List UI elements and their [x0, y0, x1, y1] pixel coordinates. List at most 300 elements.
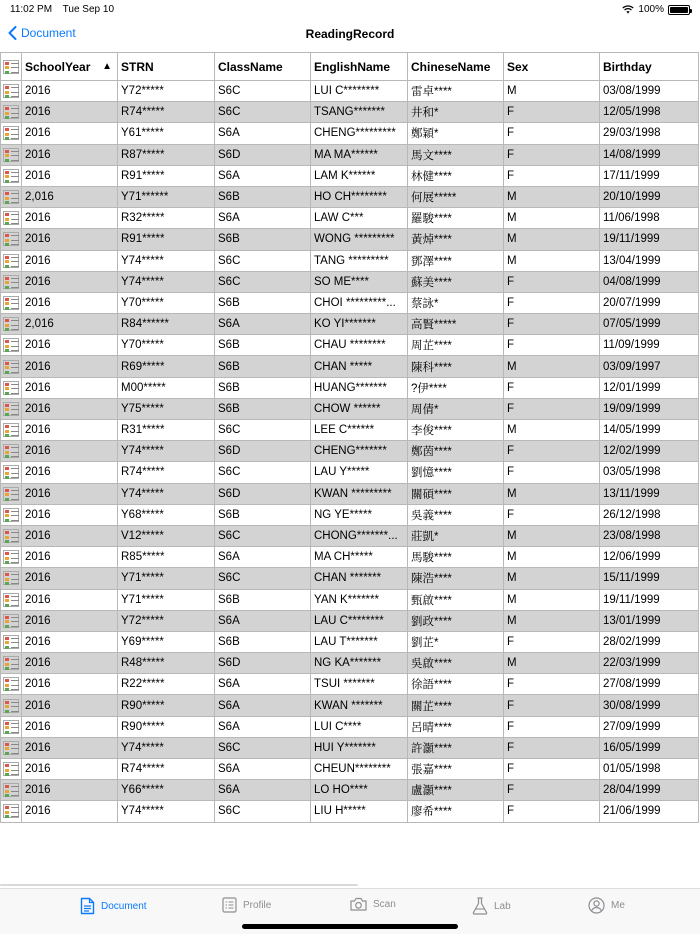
cell-chinesename: 徐語**** [408, 674, 504, 695]
table-row[interactable] [1, 759, 699, 780]
cell-classname: S6C [215, 525, 311, 546]
cell-chinesename: 林健**** [408, 165, 504, 186]
cell-sex: F [504, 292, 600, 313]
table-row[interactable] [1, 398, 699, 419]
cell-schoolyear: 2016 [22, 208, 118, 229]
cell-englishname: TSUI ******* [311, 674, 408, 695]
row-icon-cell[interactable] [1, 229, 22, 250]
cell-chinesename: 陳科**** [408, 356, 504, 377]
cell-sex: F [504, 674, 600, 695]
cell-classname: S6A [215, 780, 311, 801]
cell-chinesename: 關芷**** [408, 695, 504, 716]
person-circle-icon [588, 897, 605, 914]
row-icon-cell[interactable] [1, 208, 22, 229]
row-icon-cell[interactable] [1, 801, 22, 822]
cell-englishname: WONG ********* [311, 229, 408, 250]
cell-englishname: KWAN ******* [311, 695, 408, 716]
status-date: Tue Sep 10 [62, 4, 115, 15]
reading-record-table-container[interactable] [0, 52, 700, 823]
cell-englishname: SO ME**** [311, 271, 408, 292]
record-row-icon [3, 550, 19, 564]
header-icon-cell [1, 53, 22, 81]
cell-strn: R48***** [118, 653, 215, 674]
table-row[interactable] [1, 568, 699, 589]
cell-birthday: 19/11/1999 [600, 229, 699, 250]
cell-schoolyear: 2016 [22, 568, 118, 589]
column-header-strn[interactable]: STRN [118, 53, 215, 81]
cell-chinesename: 蔡詠* [408, 292, 504, 313]
cell-chinesename: 鄭茵**** [408, 441, 504, 462]
record-row-icon [3, 360, 19, 374]
cell-sex: M [504, 610, 600, 631]
cell-sex: M [504, 186, 600, 207]
cell-sex: F [504, 504, 600, 525]
cell-englishname: LAU C******** [311, 610, 408, 631]
cell-sex: F [504, 377, 600, 398]
table-row[interactable] [1, 631, 699, 652]
cell-chinesename: ?伊**** [408, 377, 504, 398]
row-icon-cell[interactable] [1, 737, 22, 758]
cell-strn: R87***** [118, 144, 215, 165]
cell-birthday: 01/05/1998 [600, 759, 699, 780]
cell-sex: M [504, 208, 600, 229]
record-row-icon [3, 487, 19, 501]
tab-scan[interactable] [350, 897, 396, 911]
row-icon-cell[interactable] [1, 398, 22, 419]
table-row[interactable] [1, 165, 699, 186]
row-icon-cell[interactable] [1, 716, 22, 737]
cell-classname: S6B [215, 335, 311, 356]
record-row-icon [3, 275, 19, 289]
cell-schoolyear: 2016 [22, 801, 118, 822]
cell-birthday: 20/10/1999 [600, 186, 699, 207]
row-icon-cell[interactable] [1, 759, 22, 780]
row-icon-cell[interactable] [1, 483, 22, 504]
cell-classname: S6A [215, 759, 311, 780]
record-row-icon [3, 720, 19, 734]
cell-chinesename: 許灝**** [408, 737, 504, 758]
cell-chinesename: 吳啟**** [408, 653, 504, 674]
cell-strn: Y61***** [118, 123, 215, 144]
cell-birthday: 03/08/1999 [600, 81, 699, 102]
cell-classname: S6B [215, 377, 311, 398]
cell-schoolyear: 2016 [22, 123, 118, 144]
row-icon-cell[interactable] [1, 123, 22, 144]
cell-englishname: CHOW ****** [311, 398, 408, 419]
horizontal-scrollbar[interactable] [0, 884, 358, 886]
cell-englishname: LAU T******* [311, 631, 408, 652]
cell-birthday: 22/03/1999 [600, 653, 699, 674]
cell-englishname: LIU H***** [311, 801, 408, 822]
cell-strn: M00***** [118, 377, 215, 398]
table-row[interactable] [1, 292, 699, 313]
cell-englishname: TANG ********* [311, 250, 408, 271]
cell-classname: S6C [215, 462, 311, 483]
cell-strn: Y71***** [118, 589, 215, 610]
camera-icon [350, 897, 367, 911]
record-row-icon [3, 444, 19, 458]
cell-englishname: LAW C*** [311, 208, 408, 229]
cell-chinesename: 甄啟**** [408, 589, 504, 610]
row-icon-cell[interactable] [1, 165, 22, 186]
table-row[interactable] [1, 610, 699, 631]
column-header-sex[interactable]: Sex [504, 53, 600, 81]
row-icon-cell[interactable] [1, 314, 22, 335]
cell-strn: Y74***** [118, 441, 215, 462]
row-icon-cell[interactable] [1, 377, 22, 398]
record-row-icon [3, 402, 19, 416]
cell-schoolyear: 2016 [22, 716, 118, 737]
table-row[interactable] [1, 441, 699, 462]
table-row[interactable] [1, 801, 699, 822]
table-row[interactable] [1, 335, 699, 356]
cell-birthday: 21/06/1999 [600, 801, 699, 822]
cell-birthday: 11/06/1998 [600, 208, 699, 229]
tab-lab[interactable] [472, 897, 511, 915]
cell-sex: F [504, 441, 600, 462]
cell-strn: R74***** [118, 462, 215, 483]
table-row[interactable] [1, 144, 699, 165]
cell-classname: S6C [215, 271, 311, 292]
cell-sex: M [504, 356, 600, 377]
cell-strn: R74***** [118, 759, 215, 780]
row-icon-cell[interactable] [1, 610, 22, 631]
cell-strn: R22***** [118, 674, 215, 695]
cell-schoolyear: 2016 [22, 483, 118, 504]
cell-birthday: 20/07/1999 [600, 292, 699, 313]
back-button-label: Document [21, 26, 76, 40]
table-row[interactable] [1, 462, 699, 483]
cell-schoolyear: 2016 [22, 631, 118, 652]
table-row[interactable] [1, 356, 699, 377]
cell-strn: R74***** [118, 102, 215, 123]
cell-strn: R91***** [118, 165, 215, 186]
row-icon-cell[interactable] [1, 568, 22, 589]
cell-schoolyear: 2016 [22, 504, 118, 525]
cell-classname: S6B [215, 186, 311, 207]
record-row-icon [3, 190, 19, 204]
record-row-icon [3, 593, 19, 607]
cell-schoolyear: 2016 [22, 737, 118, 758]
row-icon-cell[interactable] [1, 292, 22, 313]
cell-chinesename: 劉憶**** [408, 462, 504, 483]
record-row-icon [3, 126, 19, 140]
table-row[interactable] [1, 186, 699, 207]
cell-schoolyear: 2016 [22, 589, 118, 610]
cell-sex: F [504, 314, 600, 335]
record-row-icon [3, 84, 19, 98]
table-row[interactable] [1, 314, 699, 335]
column-header-classname[interactable]: ClassName [215, 53, 311, 81]
cell-chinesename: 吳義**** [408, 504, 504, 525]
tab-lab-label: Lab [494, 900, 511, 912]
cell-classname: S6A [215, 695, 311, 716]
cell-englishname: LUI C**** [311, 716, 408, 737]
status-bar [0, 0, 700, 20]
cell-chinesename: 蘇美**** [408, 271, 504, 292]
home-indicator[interactable] [242, 924, 458, 929]
cell-sex: F [504, 102, 600, 123]
row-icon-cell[interactable] [1, 674, 22, 695]
row-icon-cell[interactable] [1, 102, 22, 123]
cell-classname: S6C [215, 102, 311, 123]
cell-schoolyear: 2016 [22, 292, 118, 313]
table-row[interactable] [1, 81, 699, 102]
tab-scan-label: Scan [373, 898, 396, 910]
cell-birthday: 23/08/1998 [600, 525, 699, 546]
cell-classname: S6B [215, 292, 311, 313]
record-row-icon [3, 614, 19, 628]
cell-chinesename: 雷卓**** [408, 81, 504, 102]
table-row[interactable] [1, 229, 699, 250]
record-row-icon [3, 296, 19, 310]
cell-sex: M [504, 250, 600, 271]
tab-profile[interactable] [222, 897, 271, 913]
cell-strn: Y74***** [118, 250, 215, 271]
cell-birthday: 04/08/1999 [600, 271, 699, 292]
row-icon-cell[interactable] [1, 250, 22, 271]
row-icon-cell[interactable] [1, 631, 22, 652]
cell-classname: S6A [215, 716, 311, 737]
cell-chinesename: 馬文**** [408, 144, 504, 165]
cell-birthday: 14/05/1999 [600, 420, 699, 441]
row-icon-cell[interactable] [1, 695, 22, 716]
cell-englishname: LUI C******** [311, 81, 408, 102]
status-right [622, 4, 690, 15]
cell-englishname: CHENG******* [311, 441, 408, 462]
table-row[interactable] [1, 208, 699, 229]
cell-birthday: 03/09/1997 [600, 356, 699, 377]
cell-chinesename: 馬駿**** [408, 547, 504, 568]
table-row[interactable] [1, 716, 699, 737]
record-row-icon [3, 232, 19, 246]
cell-englishname: NG YE***** [311, 504, 408, 525]
navigation-bar [0, 20, 700, 50]
cell-birthday: 14/08/1999 [600, 144, 699, 165]
cell-chinesename: 井和* [408, 102, 504, 123]
table-row[interactable] [1, 695, 699, 716]
tab-profile-label: Profile [243, 899, 272, 911]
cell-classname: S6A [215, 547, 311, 568]
record-row-icon [3, 741, 19, 755]
cell-strn: Y72***** [118, 610, 215, 631]
cell-chinesename: 廖希**** [408, 801, 504, 822]
cell-schoolyear: 2016 [22, 398, 118, 419]
cell-birthday: 13/04/1999 [600, 250, 699, 271]
cell-birthday: 13/01/1999 [600, 610, 699, 631]
table-row[interactable] [1, 737, 699, 758]
cell-classname: S6C [215, 801, 311, 822]
cell-strn: Y70***** [118, 335, 215, 356]
table-row[interactable] [1, 504, 699, 525]
record-row-icon [3, 105, 19, 119]
cell-englishname: MA MA****** [311, 144, 408, 165]
cell-englishname: CHENG********* [311, 123, 408, 144]
cell-strn: R85***** [118, 547, 215, 568]
record-row-icon [3, 656, 19, 670]
table-row[interactable] [1, 525, 699, 546]
row-icon-cell[interactable] [1, 589, 22, 610]
cell-classname: S6D [215, 653, 311, 674]
row-icon-cell[interactable] [1, 504, 22, 525]
table-row[interactable] [1, 483, 699, 504]
cell-strn: Y68***** [118, 504, 215, 525]
cell-sex: M [504, 653, 600, 674]
table-header-row [1, 53, 699, 81]
row-icon-cell[interactable] [1, 525, 22, 546]
cell-birthday: 12/01/1999 [600, 377, 699, 398]
cell-chinesename: 盧灝**** [408, 780, 504, 801]
cell-chinesename: 羅駿**** [408, 208, 504, 229]
table-row[interactable] [1, 250, 699, 271]
cell-schoolyear: 2016 [22, 653, 118, 674]
column-header-chinesename[interactable]: ChineseName [408, 53, 504, 81]
tab-me[interactable] [588, 897, 625, 914]
row-icon-cell[interactable] [1, 462, 22, 483]
row-icon-cell[interactable] [1, 144, 22, 165]
cell-birthday: 13/11/1999 [600, 483, 699, 504]
row-icon-cell[interactable] [1, 356, 22, 377]
record-row-icon [3, 571, 19, 585]
flask-icon [472, 897, 488, 915]
cell-chinesename: 劉芷* [408, 631, 504, 652]
table-row[interactable] [1, 102, 699, 123]
cell-chinesename: 鄧澤**** [408, 250, 504, 271]
cell-englishname: LEE C****** [311, 420, 408, 441]
column-header-schoolyear[interactable]: SchoolYear ▲ [22, 53, 118, 81]
cell-schoolyear: 2016 [22, 610, 118, 631]
cell-chinesename: 莊凱* [408, 525, 504, 546]
cell-englishname: CHOI *********... [311, 292, 408, 313]
cell-classname: S6C [215, 81, 311, 102]
row-icon-cell[interactable] [1, 420, 22, 441]
cell-schoolyear: 2016 [22, 780, 118, 801]
cell-classname: S6D [215, 483, 311, 504]
table-row[interactable] [1, 420, 699, 441]
cell-schoolyear: 2016 [22, 165, 118, 186]
cell-schoolyear: 2016 [22, 420, 118, 441]
row-icon-cell[interactable] [1, 271, 22, 292]
cell-birthday: 15/11/1999 [600, 568, 699, 589]
cell-sex: F [504, 780, 600, 801]
cell-birthday: 07/05/1999 [600, 314, 699, 335]
cell-birthday: 12/06/1999 [600, 547, 699, 568]
cell-schoolyear: 2016 [22, 547, 118, 568]
row-icon-cell[interactable] [1, 81, 22, 102]
cell-strn: Y74***** [118, 737, 215, 758]
cell-birthday: 16/05/1999 [600, 737, 699, 758]
cell-schoolyear: 2016 [22, 441, 118, 462]
cell-schoolyear: 2016 [22, 250, 118, 271]
cell-classname: S6B [215, 229, 311, 250]
cell-strn: Y70***** [118, 292, 215, 313]
record-row-icon [3, 381, 19, 395]
cell-classname: S6B [215, 589, 311, 610]
cell-sex: F [504, 759, 600, 780]
cell-schoolyear: 2,016 [22, 314, 118, 335]
row-icon-cell[interactable] [1, 653, 22, 674]
cell-schoolyear: 2016 [22, 462, 118, 483]
cell-birthday: 27/09/1999 [600, 716, 699, 737]
column-header-birthday[interactable]: Birthday [600, 53, 699, 81]
battery-icon [668, 5, 690, 15]
row-icon-cell[interactable] [1, 780, 22, 801]
cell-chinesename: 高賢***** [408, 314, 504, 335]
cell-chinesename: 陳浩**** [408, 568, 504, 589]
table-row[interactable] [1, 271, 699, 292]
cell-schoolyear: 2016 [22, 674, 118, 695]
table-row[interactable] [1, 780, 699, 801]
cell-englishname: CHONG*******... [311, 525, 408, 546]
cell-schoolyear: 2016 [22, 271, 118, 292]
cell-sex: F [504, 165, 600, 186]
cell-schoolyear: 2016 [22, 356, 118, 377]
cell-chinesename: 張嘉**** [408, 759, 504, 780]
cell-birthday: 11/09/1999 [600, 335, 699, 356]
cell-strn: Y74***** [118, 483, 215, 504]
record-row-icon [3, 465, 19, 479]
row-icon-cell[interactable] [1, 186, 22, 207]
cell-sex: F [504, 462, 600, 483]
cell-englishname: NG KA******* [311, 653, 408, 674]
table-body [1, 81, 699, 823]
cell-sex: F [504, 695, 600, 716]
cell-sex: M [504, 525, 600, 546]
cell-chinesename: 周倩* [408, 398, 504, 419]
table-row[interactable] [1, 377, 699, 398]
cell-englishname: LAU Y***** [311, 462, 408, 483]
page-title: ReadingRecord [305, 27, 395, 41]
cell-chinesename: 呂晴**** [408, 716, 504, 737]
cell-classname: S6A [215, 165, 311, 186]
tab-me-label: Me [611, 900, 625, 911]
cell-englishname: MA CH***** [311, 547, 408, 568]
table-row[interactable] [1, 653, 699, 674]
table-row[interactable] [1, 589, 699, 610]
cell-schoolyear: 2016 [22, 335, 118, 356]
record-row-icon [3, 529, 19, 543]
cell-strn: Y69***** [118, 631, 215, 652]
cell-strn: R90***** [118, 695, 215, 716]
row-icon-cell[interactable] [1, 441, 22, 462]
cell-englishname: CHAU ******** [311, 335, 408, 356]
record-row-icon [3, 338, 19, 352]
cell-sex: F [504, 144, 600, 165]
cell-englishname: HUI Y******* [311, 737, 408, 758]
cell-classname: S6B [215, 631, 311, 652]
record-row-icon [3, 148, 19, 162]
table-row[interactable] [1, 123, 699, 144]
table-row[interactable] [1, 674, 699, 695]
column-header-englishname[interactable]: EnglishName [311, 53, 408, 81]
sort-ascending-icon: ▲ [102, 61, 112, 72]
record-row-icon [3, 211, 19, 225]
tab-document-label: Document [101, 900, 147, 912]
record-row-icon [3, 254, 19, 268]
cell-englishname: TSANG******* [311, 102, 408, 123]
cell-schoolyear: 2016 [22, 144, 118, 165]
row-icon-cell[interactable] [1, 335, 22, 356]
status-left [10, 4, 122, 15]
cell-englishname: KO YI******* [311, 314, 408, 335]
record-row-icon [3, 783, 19, 797]
row-icon-cell[interactable] [1, 547, 22, 568]
tab-document[interactable] [80, 897, 147, 915]
profile-list-icon [222, 897, 237, 913]
cell-englishname: LAM K****** [311, 165, 408, 186]
table-row[interactable] [1, 547, 699, 568]
cell-birthday: 03/05/1998 [600, 462, 699, 483]
